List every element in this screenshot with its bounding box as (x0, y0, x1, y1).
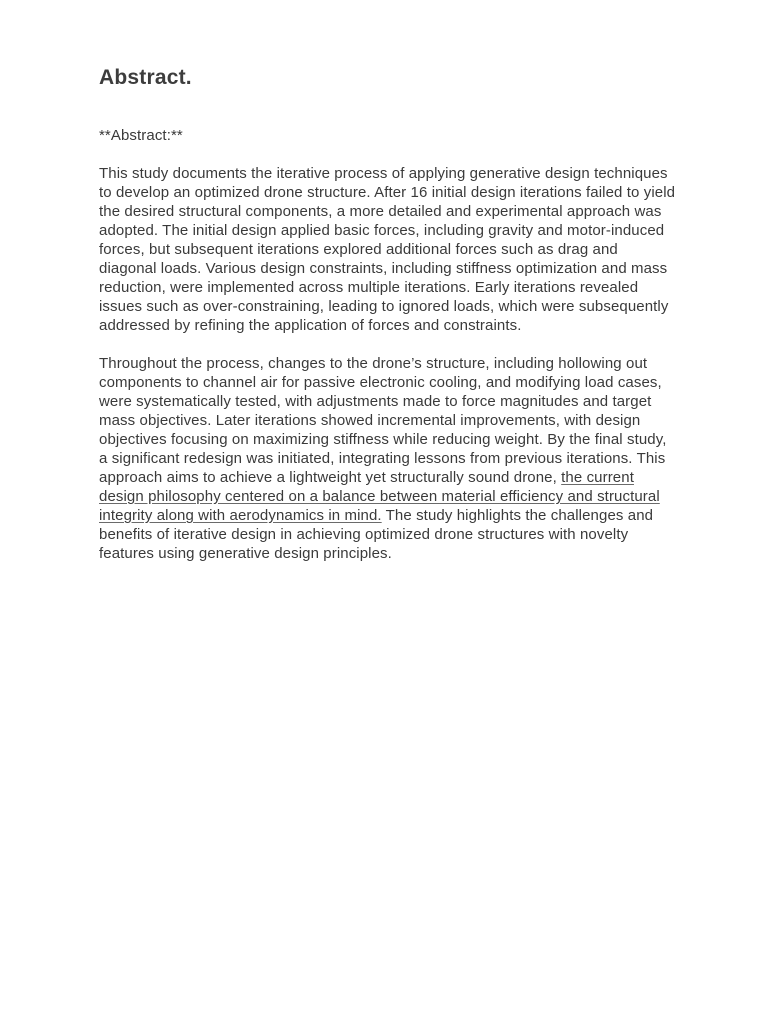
abstract-paragraph-1: This study documents the iterative process of applying generative design techniques to develop an optimized drone structure. After 16 initial design iterations failed to yield the desired structural components, a more detailed and experimental approach was adopted. The initial design applied basic forces, including gravity and motor-induced forces, but subsequent iterations explored additional forces such as drag and diagonal loads. Various design constraints, including stiffness optimization and mass reduction, were implemented across multiple iterations. Early iterations revealed issues such as over-constraining, leading to ignored loads, which were subsequently addressed by refining the application of forces and constraints. (99, 165, 676, 334)
paragraph-2-underlined-text: the current design philosophy centered on a balance between material efficiency and structural integrity along with aerodynamics in mind. (99, 469, 660, 524)
document-content (99, 64, 679, 563)
abstract-label: **Abstract:** (99, 127, 183, 144)
paragraph-2-text-before: Throughout the process, changes to the drone’s structure, including hollowing out components to channel air for passive electronic cooling, and modifying load cases, were systematically tested, with adjustments made to force magnitudes and target mass objectives. Later iterations showed incremental improvements, with design objectives focusing on maximizing stiffness while reducing weight. By the final study, a significant redesign was initiated, integrating lessons from previous iterations. This approach aims to achieve a lightweight yet structurally sound drone, (99, 355, 667, 486)
abstract-paragraph-2 (99, 354, 679, 563)
document-title: Abstract. (99, 66, 192, 89)
paragraph-2-text-after: The study highlights the challenges and benefits of iterative design in achieving optimized drone structures with novelty features using generative design principles. (99, 507, 654, 562)
